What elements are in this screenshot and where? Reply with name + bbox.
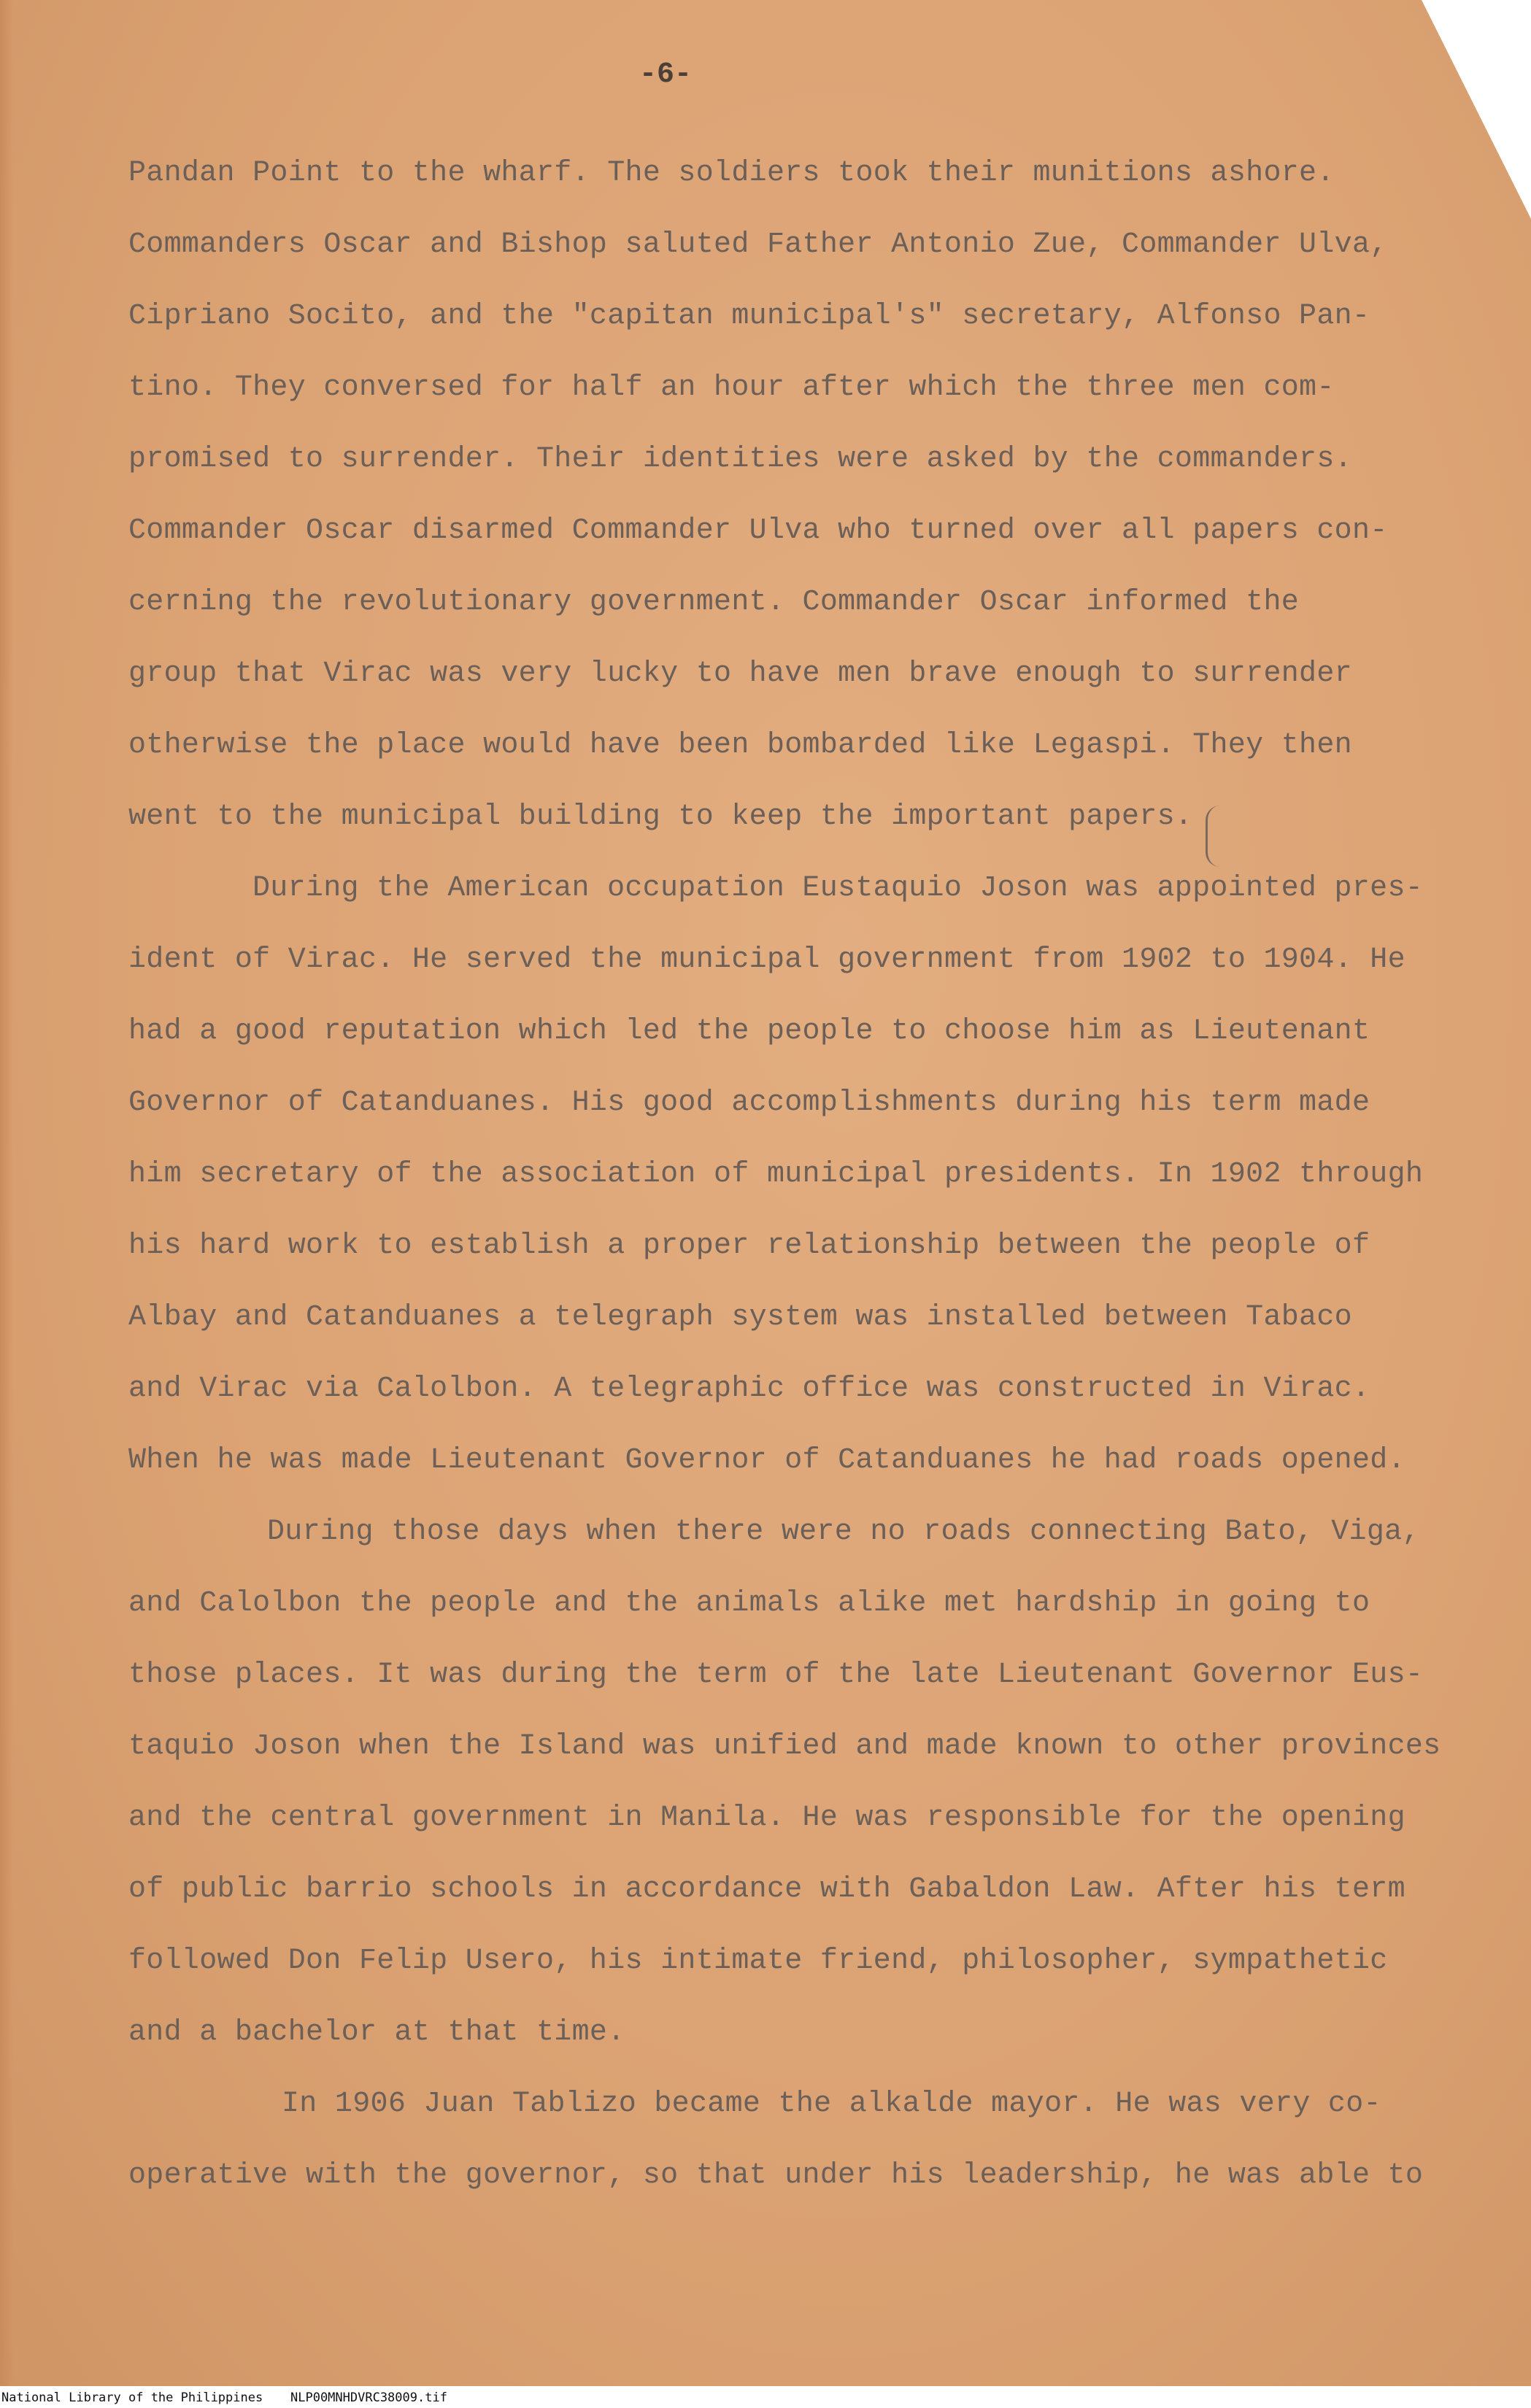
text-line: operative with the governor, so that under his leadership, he was able to: [128, 2159, 1424, 2192]
text-line: had a good reputation which led the people to choose him as Lieutenant: [128, 1015, 1370, 1048]
footer-library-label: National Library of the Philippines: [1, 2390, 263, 2405]
text-line: Commander Oscar disarmed Commander Ulva who turned over all papers con-: [128, 514, 1388, 547]
margin-bracket-mark: [1206, 806, 1224, 867]
text-line: Cipriano Socito, and the "capitan municipal's" secretary, Alfonso Pan-: [128, 300, 1370, 333]
text-line: Commanders Oscar and Bishop saluted Father Antonio Zue, Commander Ulva,: [128, 228, 1388, 261]
text-line: those places. It was during the term of the late Lieutenant Governor Eus-: [128, 1659, 1424, 1691]
text-line: cerning the revolutionary government. Commander Oscar informed the: [128, 586, 1300, 619]
text-line: and the central government in Manila. He was responsible for the opening: [128, 1802, 1405, 1834]
text-line: and Virac via Calolbon. A telegraphic office was constructed in Virac.: [128, 1373, 1370, 1405]
text-line: and a bachelor at that time.: [128, 2016, 625, 2049]
text-line: his hard work to establish a proper relationship between the people of: [128, 1230, 1370, 1262]
text-line: During the American occupation Eustaquio Joson was appointed pres-: [252, 872, 1424, 905]
text-line: otherwise the place would have been bombarded like Legaspi. They then: [128, 729, 1352, 762]
text-line: followed Don Felip Usero, his intimate friend, philosopher, sympathetic: [128, 1945, 1388, 1977]
text-line: In 1906 Juan Tablizo became the alkalde mayor. He was very co-: [282, 2088, 1381, 2120]
text-line: Albay and Catanduanes a telegraph system was installed between Tabaco: [128, 1301, 1352, 1334]
torn-corner: [1422, 0, 1531, 219]
text-line: During those days when there were no roads connecting Bato, Viga,: [267, 1516, 1420, 1548]
text-line: promised to surrender. Their identities were asked by the commanders.: [128, 443, 1352, 476]
text-line: and Calolbon the people and the animals alike met hardship in going to: [128, 1587, 1370, 1620]
text-line: Governor of Catanduanes. His good accomplishments during his term made: [128, 1087, 1370, 1119]
text-line: went to the municipal building to keep the important papers.: [128, 800, 1193, 833]
page-number: -6-: [639, 58, 692, 91]
text-line: taquio Joson when the Island was unified and made known to other provinces: [128, 1730, 1441, 1763]
text-line: tino. They conversed for half an hour after which the three men com-: [128, 371, 1335, 404]
text-line: of public barrio schools in accordance with Gabaldon Law. After his term: [128, 1873, 1405, 1906]
text-line: When he was made Lieutenant Governor of Catanduanes he had roads opened.: [128, 1444, 1405, 1477]
text-line: him secretary of the association of municipal presidents. In 1902 through: [128, 1158, 1424, 1191]
footer-filename: NLP00MNHDVRC38009.tif: [290, 2390, 447, 2405]
page-edge-shadow: [0, 0, 13, 2386]
text-line: Pandan Point to the wharf. The soldiers took their munitions ashore.: [128, 157, 1335, 190]
text-line: ident of Virac. He served the municipal government from 1902 to 1904. He: [128, 943, 1405, 976]
text-line: group that Virac was very lucky to have men brave enough to surrender: [128, 657, 1352, 690]
